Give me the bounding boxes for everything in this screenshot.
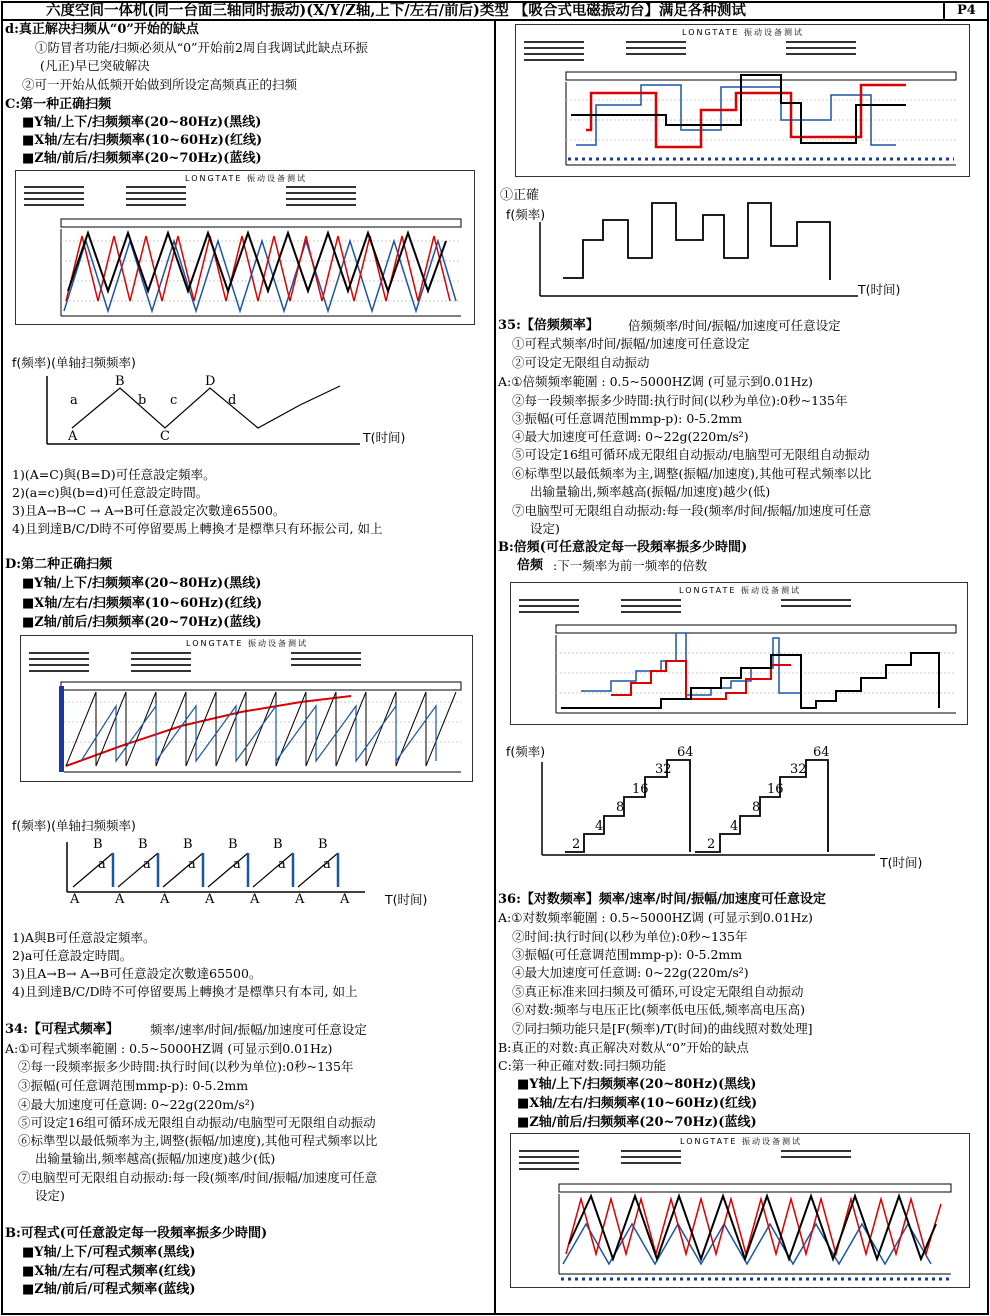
sweep-1-plot bbox=[16, 171, 476, 326]
graph2-label-a6: a bbox=[323, 857, 331, 872]
s35-item-1: A:①倍频频率範圍 : 0.5~5000HZ调 (可显示到0.01Hz) bbox=[498, 374, 813, 389]
s34-item-6: ⑥标準型以最低频率为主,调整(振幅/加速度),其他可程式频率以比 bbox=[18, 1133, 378, 1148]
graph2-label-A7: A bbox=[340, 892, 350, 907]
graph2-label-A2: A bbox=[115, 892, 125, 907]
graph3-ylabel: f(频率) bbox=[506, 207, 546, 222]
graph2-label-B2: B bbox=[138, 837, 148, 852]
c-y-axis: ■Y轴/上下/扫频频率(20~80Hz)(黑线) bbox=[22, 115, 262, 130]
graph1-ylabel: f(频率)(单轴扫频频率) bbox=[12, 355, 136, 370]
graph2-label-A3: A bbox=[160, 892, 170, 907]
d2-heading: D:第二种正确扫频 bbox=[5, 557, 113, 572]
d-item-1: ①防冒者功能/扫频必须从“0”开始前2周自我调试此缺点环振 bbox=[35, 40, 368, 55]
graph4-step-2b: 2 bbox=[707, 837, 716, 852]
screen-program bbox=[515, 24, 970, 177]
c-note-3: 3)且A→B→C → A→B可任意設定次數達65500。 bbox=[12, 503, 286, 518]
s34-item-5: ⑤可设定16组可循环成无限组自动振动/电脑型可无限组自动振动 bbox=[18, 1115, 376, 1130]
s35-item-2: ②每一段频率振多少時間:执行时间(以秒为单位):0秒~135年 bbox=[512, 393, 848, 408]
s36-y-axis: ■Y轴/上下/扫频频率(20~80Hz)(黑线) bbox=[517, 1077, 757, 1092]
c-heading: C:第一种正确扫频 bbox=[5, 97, 112, 112]
screen-title: LONGTATE 振动设备测试 bbox=[680, 1137, 802, 1146]
graph3-xlabel: T(时间) bbox=[858, 282, 901, 297]
graph2-label-B5: B bbox=[273, 837, 283, 852]
screen-title: LONGTATE 振动设备测试 bbox=[679, 586, 801, 595]
d2-note-1: 1)A與B可任意設定頻率。 bbox=[12, 930, 156, 945]
graph4-step-64a: 64 bbox=[677, 745, 694, 760]
graph2-label-B6: B bbox=[318, 837, 328, 852]
s36-item-3: ③振幅(可任意调范围mmp-p): 0-5.2mm bbox=[512, 947, 743, 962]
graph2-label-B4: B bbox=[228, 837, 238, 852]
graph4-step-8b: 8 bbox=[752, 800, 761, 815]
s34-item-2: ②每一段频率振多少時間:执行时间(以秒为单位):0秒~135年 bbox=[18, 1059, 354, 1074]
screen-sweep-1 bbox=[15, 170, 475, 325]
graph4-step-8a: 8 bbox=[616, 800, 625, 815]
graph1-label-A: A bbox=[68, 429, 78, 444]
screen-sweep-2 bbox=[20, 635, 473, 782]
graph4-step-2a: 2 bbox=[572, 837, 581, 852]
d2-z-axis: ■Z轴/前后/扫频频率(20~70Hz)(蓝线) bbox=[22, 615, 262, 630]
s36-b: B:真正的对数:真正解决对数从“0”开始的缺点 bbox=[498, 1040, 749, 1055]
s36-item-7: ⑦同扫频功能只是[F(频率)/T(时间)的曲线照对数处理] bbox=[512, 1021, 813, 1036]
d2-note-4: 4)且到達B/C/D時不可停留要馬上轉換才是標準只有本司, 如上 bbox=[12, 984, 358, 999]
d-heading: d:真正解决扫频从“0”开始的缺点 bbox=[5, 22, 199, 37]
graph2-xlabel: T(时间) bbox=[385, 892, 428, 907]
s34-item-7: ⑦电脑型可无限组自动振动:每一段(频率/时间/振幅/加速度可任意 bbox=[18, 1170, 378, 1185]
c-note-4: 4)且到達B/C/D時不可停留要馬上轉換才是標準只有环振公司, 如上 bbox=[12, 521, 383, 536]
s36-item-2: ②时间:执行时间(以秒为单位):0秒~135年 bbox=[512, 929, 748, 944]
graph2-label-A1: A bbox=[70, 892, 80, 907]
d2-y-axis: ■Y轴/上下/扫频频率(20~80Hz)(黑线) bbox=[22, 576, 262, 591]
s35-item-6: ⑥标準型以最低频率为主,调整(振幅/加速度),其他可程式频率以比 bbox=[512, 466, 872, 481]
column-divider bbox=[494, 21, 496, 1315]
c-z-axis: ■Z轴/前后/扫频频率(20~70Hz)(蓝线) bbox=[22, 151, 262, 166]
screen-octave bbox=[510, 582, 968, 725]
graph4-step-4b: 4 bbox=[730, 819, 739, 834]
d2-x-axis: ■X轴/左右/扫频频率(10~60Hz)(红线) bbox=[22, 596, 263, 611]
s35-heading: 35:【倍频频率】 bbox=[498, 318, 599, 333]
graph4-step-4a: 4 bbox=[595, 819, 604, 834]
graph1-label-b: b bbox=[138, 393, 147, 408]
s35-item-5: ⑤可设定16组可循环成无限组自动振动/电脑型可无限组自动振动 bbox=[512, 447, 870, 462]
c-note-2: 2)(a=c)與(b=d)可任意設定時間。 bbox=[12, 485, 209, 500]
s34-heading: 34:【可程式频率】 bbox=[5, 1022, 119, 1037]
log-sweep-plot bbox=[511, 1134, 971, 1289]
s35-intro-1: ①可程式频率/时间/振幅/加速度可任意设定 bbox=[512, 336, 750, 351]
sweep-2-plot bbox=[21, 636, 474, 783]
graph1-label-C: C bbox=[160, 429, 170, 444]
s34-item-3: ③振幅(可任意调范围mmp-p): 0-5.2mm bbox=[18, 1078, 249, 1093]
graph2-label-B3: B bbox=[183, 837, 193, 852]
s34-item-4: ④最大加速度可任意调: 0~22g(220m/s²) bbox=[18, 1097, 255, 1112]
c-note-1: 1)(A=C)與(B=D)可任意設定頻率。 bbox=[12, 467, 216, 482]
screen-title: LONGTATE 振动设备测试 bbox=[682, 28, 804, 37]
s36-item-4: ④最大加速度可任意调: 0~22g(220m/s²) bbox=[512, 965, 749, 980]
d2-note-2: 2)a可任意設定時間。 bbox=[12, 948, 133, 963]
graph4-step-16a: 16 bbox=[632, 782, 649, 797]
page-title: 六度空间一体机(同一台面三轴同时振动)(X/Y/Z轴,上下/左右/前后)类型 【吸合式电磁振动台】满足各种测试 bbox=[46, 2, 746, 19]
graph4-xlabel: T(时间) bbox=[880, 855, 923, 870]
graph2-label-a3: a bbox=[188, 857, 196, 872]
graph4-ylabel: f(频率) bbox=[506, 744, 546, 759]
b-y-axis: ■Y轴/上下/可程式频率(黑线) bbox=[22, 1245, 196, 1260]
b2-heading: B:倍頻(可任意設定每一段頻率振多少時間) bbox=[498, 540, 748, 555]
octave-plot bbox=[511, 583, 969, 726]
s34-item-1: A:①可程式频率範圍 : 0.5~5000HZ调 (可显示到0.01Hz) bbox=[5, 1041, 333, 1056]
graph1-xlabel: T(时间) bbox=[363, 430, 406, 445]
graph1-label-d: d bbox=[228, 393, 237, 408]
graph2-label-a4: a bbox=[233, 857, 241, 872]
screen-title: LONGTATE 振动设备测试 bbox=[185, 174, 307, 183]
graph4-step-64b: 64 bbox=[813, 745, 830, 760]
s36-item-6: ⑥对数:频率与电压正比(频率低电压低,频率高电压高) bbox=[512, 1002, 805, 1017]
s36-heading: 36:【对数频率】频率/速率/时间/振幅/加速度可任意设定 bbox=[498, 892, 826, 907]
b-heading: B:可程式(可任意設定每一段頻率振多少時間) bbox=[5, 1226, 268, 1241]
graph2-label-A6: A bbox=[295, 892, 305, 907]
s35-item-4: ④最大加速度可任意调: 0~22g(220m/s²) bbox=[512, 429, 749, 444]
s34-subheading: 频率/速率/时间/振幅/加速度可任意设定 bbox=[150, 1022, 367, 1037]
s36-item-5: ⑤真正标准来回扫频及可循环,可设定无限组自动振动 bbox=[512, 984, 804, 999]
graph1-label-c: c bbox=[170, 393, 178, 408]
s35-item-7b: 设定) bbox=[530, 521, 560, 536]
graph2-label-A5: A bbox=[250, 892, 260, 907]
d-item-2: ②可一开始从低频开始做到所设定高频真正的扫频 bbox=[22, 77, 298, 92]
graph1-label-B: B bbox=[115, 374, 125, 389]
graph4-step-32a: 32 bbox=[655, 762, 672, 777]
c-x-axis: ■X轴/左右/扫频频率(10~60Hz)(红线) bbox=[22, 133, 263, 148]
graph4-step-16b: 16 bbox=[767, 782, 784, 797]
graph1-label-D: D bbox=[205, 374, 216, 389]
s35-subheading: 倍频频率/时间/振幅/加速度可任意设定 bbox=[628, 318, 841, 333]
page-number: P4 bbox=[957, 3, 976, 18]
s35-intro-2: ②可设定无限组自动振动 bbox=[512, 355, 650, 370]
graph1-label-a: a bbox=[70, 393, 78, 408]
graph2-label-B1: B bbox=[93, 837, 103, 852]
screen-log-sweep bbox=[510, 1133, 970, 1288]
correct-label: ①正確 bbox=[500, 188, 540, 203]
s34-item-6b: 出输量输出,频率越高(振幅/加速度)越少(低) bbox=[35, 1151, 276, 1166]
b2-def-text: :下一频率为前一频率的倍数 bbox=[553, 558, 708, 573]
s34-item-7b: 设定) bbox=[35, 1188, 65, 1203]
graph2-label-A4: A bbox=[205, 892, 215, 907]
s35-item-7: ⑦电脑型可无限组自动振动:每一段(频率/时间/振幅/加速度可任意 bbox=[512, 503, 872, 518]
program-plot bbox=[516, 25, 971, 178]
s36-c: C:第一种正確对数:同扫频功能 bbox=[498, 1058, 666, 1073]
s35-item-6b: 出输量输出,频率越高(振幅/加速度)越少(低) bbox=[530, 484, 771, 499]
d2-note-3: 3)且A→B→ A→B可任意設定次數達65500。 bbox=[12, 966, 262, 981]
screen-info-rows bbox=[24, 186, 356, 206]
b2-def-label: 倍频 bbox=[517, 558, 544, 573]
d-item-1b: (凡正)早已突破解决 bbox=[40, 58, 150, 73]
s36-item-1: A:①对数频率範圍 : 0.5~5000HZ调 (可显示到0.01Hz) bbox=[498, 910, 813, 925]
s35-item-3: ③振幅(可任意调范围mmp-p): 0-5.2mm bbox=[512, 411, 743, 426]
graph2-ylabel: f(频率)(单轴扫频频率) bbox=[12, 818, 136, 833]
s36-x-axis: ■X轴/左右/扫频频率(10~60Hz)(红线) bbox=[517, 1096, 758, 1111]
b-z-axis: ■Z轴/前后/可程式频率(蓝线) bbox=[22, 1282, 196, 1297]
screen-title: LONGTATE 振动设备测试 bbox=[186, 639, 308, 648]
graph2-label-a2: a bbox=[143, 857, 151, 872]
s36-z-axis: ■Z轴/前后/扫频频率(20~70Hz)(蓝线) bbox=[517, 1115, 757, 1130]
graph2-label-a5: a bbox=[278, 857, 286, 872]
graph4-step-32b: 32 bbox=[790, 762, 807, 777]
b-x-axis: ■X轴/左右/可程式频率(红线) bbox=[22, 1264, 197, 1279]
graph2-label-a1: a bbox=[98, 857, 106, 872]
